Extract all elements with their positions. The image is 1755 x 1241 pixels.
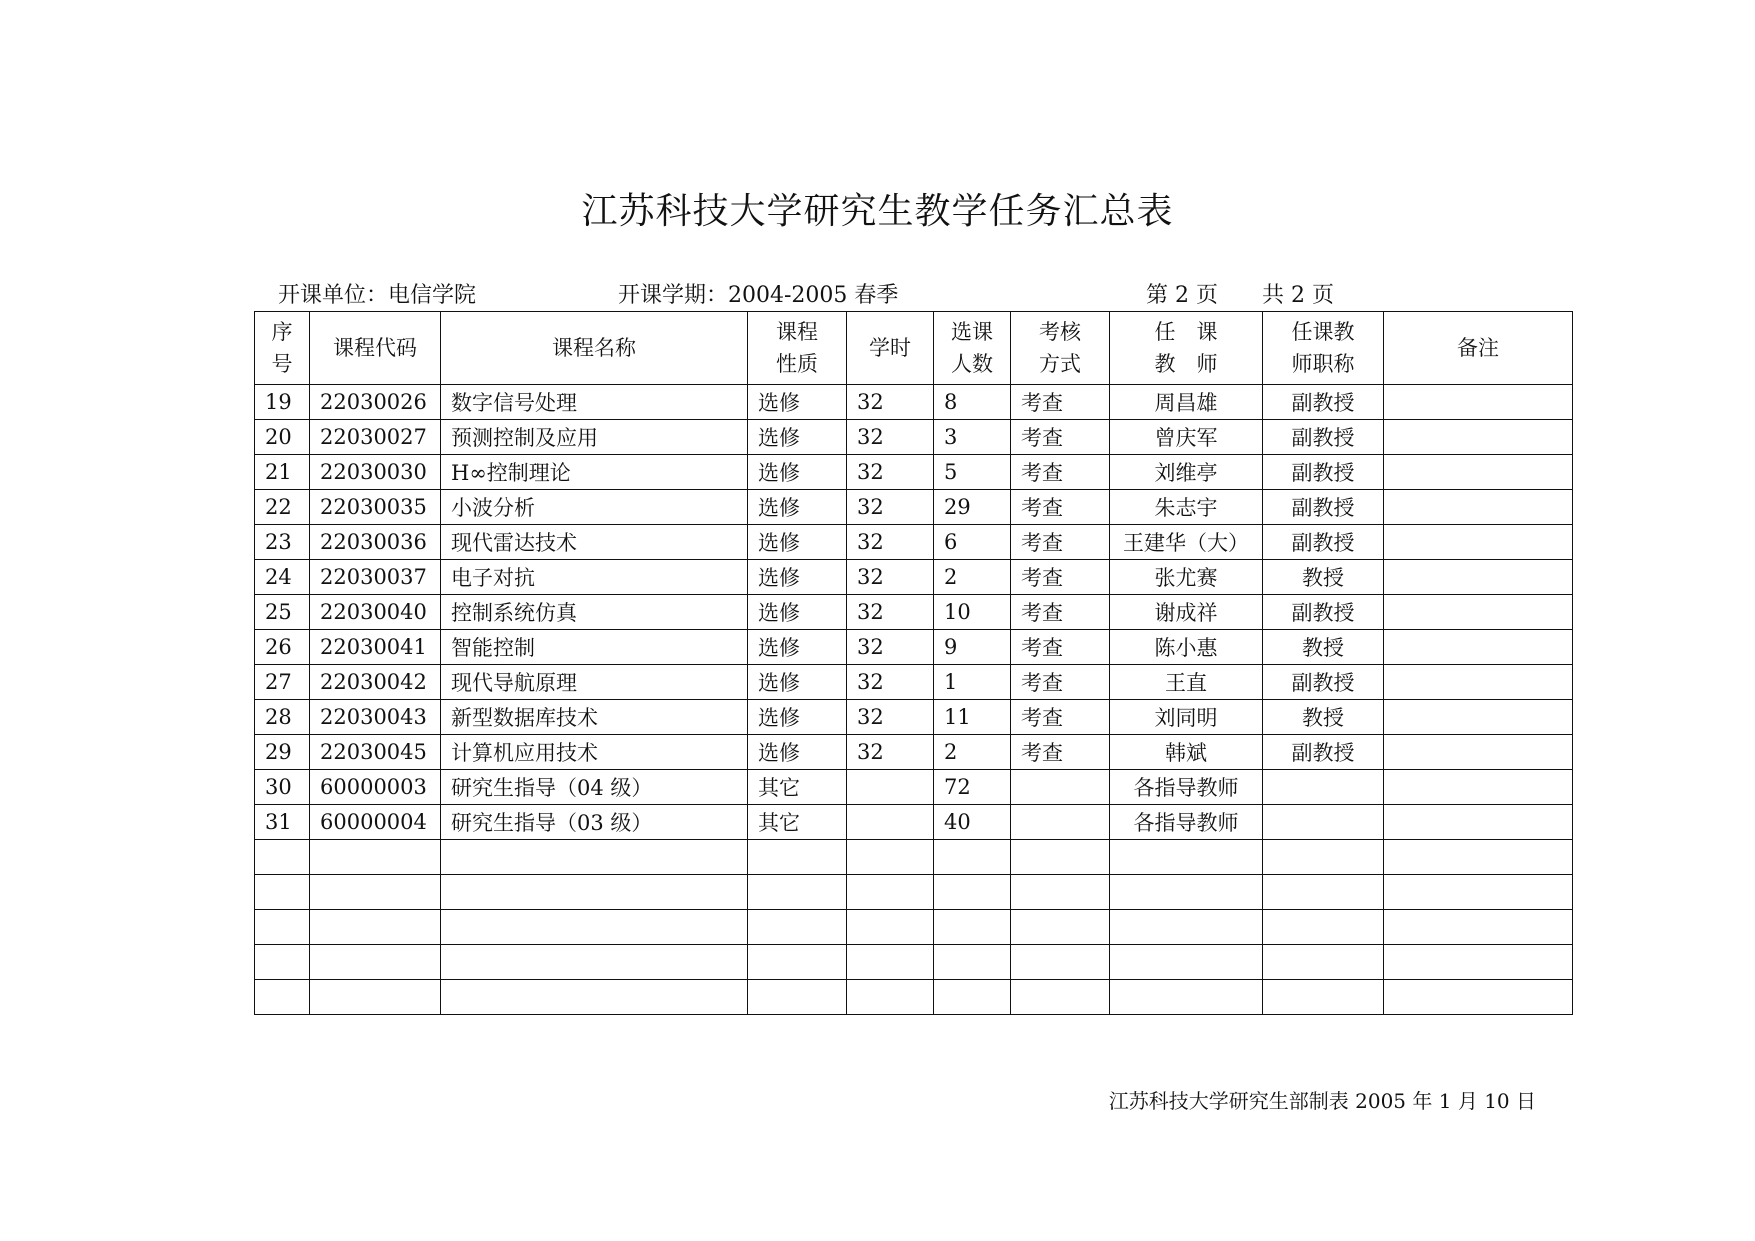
cell-course-code: 22030035 [310, 490, 441, 525]
cell-seq: 22 [255, 490, 310, 525]
header-course-name: 课程名称 [441, 312, 748, 385]
cell-teacher [1110, 840, 1263, 875]
table-row [255, 770, 1573, 805]
cell-seq: 24 [255, 560, 310, 595]
cell-exam-method: 考查 [1011, 385, 1110, 420]
cell-remark [1384, 735, 1573, 770]
cell-exam-method: 考查 [1011, 525, 1110, 560]
cell-course-nature: 选修 [748, 420, 847, 455]
cell-seq: 23 [255, 525, 310, 560]
cell-hours: 32 [847, 735, 934, 770]
cell-exam-method [1011, 945, 1110, 980]
cell-teacher: 刘维亭 [1110, 455, 1263, 490]
cell-exam-method [1011, 840, 1110, 875]
cell-remark [1384, 910, 1573, 945]
cell-course-code [310, 980, 441, 1015]
cell-course-name: 研究生指导（03 级） [441, 805, 748, 840]
cell-teacher-title [1263, 805, 1384, 840]
table-row [255, 630, 1573, 665]
cell-enrollment: 9 [934, 630, 1011, 665]
cell-enrollment: 5 [934, 455, 1011, 490]
cell-exam-method: 考查 [1011, 735, 1110, 770]
cell-remark [1384, 805, 1573, 840]
cell-exam-method [1011, 910, 1110, 945]
cell-course-name: 控制系统仿真 [441, 595, 748, 630]
cell-course-name: 研究生指导（04 级） [441, 770, 748, 805]
cell-teacher-title: 教授 [1263, 560, 1384, 595]
cell-hours: 32 [847, 700, 934, 735]
header-course-code: 课程代码 [310, 312, 441, 385]
table-row [255, 735, 1573, 770]
cell-exam-method: 考查 [1011, 455, 1110, 490]
table-row [255, 385, 1573, 420]
cell-remark [1384, 665, 1573, 700]
cell-course-code [310, 875, 441, 910]
cell-remark [1384, 840, 1573, 875]
table-row [255, 875, 1573, 910]
cell-course-nature [748, 910, 847, 945]
cell-remark [1384, 875, 1573, 910]
cell-teacher-title: 副教授 [1263, 420, 1384, 455]
cell-enrollment [934, 840, 1011, 875]
header-teacher: 任 课 教 师 [1110, 312, 1263, 385]
cell-course-name: 现代导航原理 [441, 665, 748, 700]
cell-teacher-title [1263, 840, 1384, 875]
cell-enrollment: 10 [934, 595, 1011, 630]
cell-exam-method [1011, 875, 1110, 910]
table-row [255, 945, 1573, 980]
cell-teacher: 朱志宇 [1110, 490, 1263, 525]
cell-teacher: 周昌雄 [1110, 385, 1263, 420]
cell-teacher-title: 副教授 [1263, 735, 1384, 770]
cell-remark [1384, 700, 1573, 735]
cell-exam-method: 考查 [1011, 700, 1110, 735]
cell-course-code [310, 910, 441, 945]
header-remark: 备注 [1384, 312, 1573, 385]
cell-exam-method: 考查 [1011, 630, 1110, 665]
cell-seq: 31 [255, 805, 310, 840]
document-title: 江苏科技大学研究生教学任务汇总表 [581, 191, 1174, 232]
cell-course-nature: 选修 [748, 385, 847, 420]
cell-course-name [441, 945, 748, 980]
cell-hours [847, 910, 934, 945]
cell-exam-method [1011, 980, 1110, 1015]
table-row [255, 490, 1573, 525]
header-row [255, 312, 1573, 385]
cell-remark [1384, 490, 1573, 525]
cell-exam-method: 考查 [1011, 490, 1110, 525]
cell-exam-method [1011, 770, 1110, 805]
cell-remark [1384, 770, 1573, 805]
cell-teacher: 王直 [1110, 665, 1263, 700]
cell-enrollment: 29 [934, 490, 1011, 525]
cell-enrollment: 8 [934, 385, 1011, 420]
cell-course-code [310, 840, 441, 875]
cell-hours [847, 805, 934, 840]
cell-course-name: 数字信号处理 [441, 385, 748, 420]
cell-exam-method [1011, 805, 1110, 840]
cell-course-nature: 选修 [748, 525, 847, 560]
cell-seq: 19 [255, 385, 310, 420]
cell-course-name: H∞控制理论 [441, 455, 748, 490]
page-total: 共 2 页 [1262, 283, 1334, 308]
cell-teacher-title: 副教授 [1263, 490, 1384, 525]
cell-course-nature [748, 945, 847, 980]
cell-course-name: 智能控制 [441, 630, 748, 665]
cell-course-name: 小波分析 [441, 490, 748, 525]
cell-course-nature: 选修 [748, 700, 847, 735]
cell-enrollment: 40 [934, 805, 1011, 840]
cell-remark [1384, 595, 1573, 630]
table-row [255, 700, 1573, 735]
cell-hours [847, 980, 934, 1015]
header-teacher-title: 任课教 师职称 [1263, 312, 1384, 385]
cell-course-name: 电子对抗 [441, 560, 748, 595]
cell-seq: 28 [255, 700, 310, 735]
cell-enrollment: 11 [934, 700, 1011, 735]
cell-course-nature: 其它 [748, 805, 847, 840]
cell-teacher [1110, 910, 1263, 945]
cell-enrollment: 6 [934, 525, 1011, 560]
cell-seq [255, 840, 310, 875]
cell-seq: 27 [255, 665, 310, 700]
cell-course-nature [748, 840, 847, 875]
cell-course-nature: 选修 [748, 490, 847, 525]
cell-teacher: 韩斌 [1110, 735, 1263, 770]
cell-remark [1384, 560, 1573, 595]
cell-teacher-title [1263, 875, 1384, 910]
cell-course-code: 60000003 [310, 770, 441, 805]
cell-hours [847, 770, 934, 805]
cell-remark [1384, 945, 1573, 980]
cell-seq: 25 [255, 595, 310, 630]
cell-hours [847, 875, 934, 910]
cell-seq [255, 945, 310, 980]
cell-teacher [1110, 875, 1263, 910]
cell-seq: 21 [255, 455, 310, 490]
course-term: 开课学期：2004-2005 春季 [618, 283, 899, 308]
table-row [255, 560, 1573, 595]
cell-teacher: 各指导教师 [1110, 805, 1263, 840]
cell-teacher [1110, 945, 1263, 980]
cell-course-code: 22030026 [310, 385, 441, 420]
cell-teacher-title [1263, 770, 1384, 805]
cell-hours: 32 [847, 385, 934, 420]
cell-seq: 30 [255, 770, 310, 805]
header-exam-method: 考核 方式 [1011, 312, 1110, 385]
header-enrollment: 选课 人数 [934, 312, 1011, 385]
table-row [255, 420, 1573, 455]
cell-hours: 32 [847, 490, 934, 525]
table-row [255, 840, 1573, 875]
cell-course-code: 22030042 [310, 665, 441, 700]
cell-enrollment: 3 [934, 420, 1011, 455]
footer-note: 江苏科技大学研究生部制表 2005 年 1 月 10 日 [1108, 1089, 1536, 1113]
cell-enrollment: 1 [934, 665, 1011, 700]
table-row [255, 595, 1573, 630]
cell-course-name: 现代雷达技术 [441, 525, 748, 560]
cell-hours: 32 [847, 420, 934, 455]
cell-exam-method: 考查 [1011, 665, 1110, 700]
cell-course-code: 22030030 [310, 455, 441, 490]
cell-course-nature: 其它 [748, 770, 847, 805]
header-seq: 序 号 [255, 312, 310, 385]
cell-hours: 32 [847, 665, 934, 700]
cell-teacher-title: 副教授 [1263, 595, 1384, 630]
cell-teacher-title [1263, 980, 1384, 1015]
cell-remark [1384, 525, 1573, 560]
cell-course-nature [748, 980, 847, 1015]
cell-hours: 32 [847, 455, 934, 490]
cell-teacher: 各指导教师 [1110, 770, 1263, 805]
cell-hours: 32 [847, 525, 934, 560]
cell-teacher-title: 教授 [1263, 630, 1384, 665]
cell-course-name [441, 980, 748, 1015]
cell-enrollment: 2 [934, 560, 1011, 595]
cell-enrollment [934, 945, 1011, 980]
cell-hours: 32 [847, 560, 934, 595]
cell-course-name: 计算机应用技术 [441, 735, 748, 770]
table-row [255, 910, 1573, 945]
cell-enrollment [934, 875, 1011, 910]
cell-course-nature: 选修 [748, 665, 847, 700]
table-row [255, 805, 1573, 840]
page-number: 第 2 页 [1146, 283, 1218, 308]
cell-teacher-title: 副教授 [1263, 665, 1384, 700]
cell-remark [1384, 980, 1573, 1015]
cell-course-code: 60000004 [310, 805, 441, 840]
cell-hours [847, 840, 934, 875]
cell-hours: 32 [847, 595, 934, 630]
cell-course-code: 22030045 [310, 735, 441, 770]
cell-teacher: 张尤赛 [1110, 560, 1263, 595]
teaching-task-table [254, 311, 1573, 1015]
cell-exam-method: 考查 [1011, 595, 1110, 630]
cell-teacher: 刘同明 [1110, 700, 1263, 735]
cell-exam-method: 考查 [1011, 420, 1110, 455]
course-unit: 开课单位：电信学院 [278, 283, 477, 308]
cell-enrollment: 72 [934, 770, 1011, 805]
cell-remark [1384, 455, 1573, 490]
cell-teacher: 陈小惠 [1110, 630, 1263, 665]
cell-teacher: 曾庆军 [1110, 420, 1263, 455]
cell-course-name: 新型数据库技术 [441, 700, 748, 735]
cell-enrollment [934, 980, 1011, 1015]
cell-seq: 29 [255, 735, 310, 770]
cell-seq: 20 [255, 420, 310, 455]
cell-course-code: 22030037 [310, 560, 441, 595]
table-row [255, 455, 1573, 490]
cell-course-code: 22030041 [310, 630, 441, 665]
cell-seq [255, 980, 310, 1015]
cell-course-code: 22030036 [310, 525, 441, 560]
cell-course-nature: 选修 [748, 560, 847, 595]
header-course-nature: 课程 性质 [748, 312, 847, 385]
cell-course-nature: 选修 [748, 455, 847, 490]
cell-course-name [441, 910, 748, 945]
cell-teacher-title: 副教授 [1263, 455, 1384, 490]
cell-course-code [310, 945, 441, 980]
cell-teacher-title: 教授 [1263, 700, 1384, 735]
cell-course-nature [748, 875, 847, 910]
cell-course-nature: 选修 [748, 630, 847, 665]
cell-seq [255, 875, 310, 910]
table-row [255, 525, 1573, 560]
cell-teacher: 谢成祥 [1110, 595, 1263, 630]
cell-remark [1384, 630, 1573, 665]
cell-hours: 32 [847, 630, 934, 665]
table-row [255, 980, 1573, 1015]
cell-course-nature: 选修 [748, 595, 847, 630]
cell-remark [1384, 420, 1573, 455]
cell-enrollment [934, 910, 1011, 945]
cell-seq: 26 [255, 630, 310, 665]
cell-course-code: 22030027 [310, 420, 441, 455]
cell-teacher-title: 副教授 [1263, 385, 1384, 420]
cell-course-nature: 选修 [748, 735, 847, 770]
cell-course-code: 22030043 [310, 700, 441, 735]
cell-course-name [441, 875, 748, 910]
table-row [255, 665, 1573, 700]
cell-course-name: 预测控制及应用 [441, 420, 748, 455]
cell-course-code: 22030040 [310, 595, 441, 630]
cell-enrollment: 2 [934, 735, 1011, 770]
cell-course-name [441, 840, 748, 875]
cell-remark [1384, 385, 1573, 420]
header-hours: 学时 [847, 312, 934, 385]
cell-teacher-title [1263, 945, 1384, 980]
cell-hours [847, 945, 934, 980]
cell-teacher: 王建华（大） [1110, 525, 1263, 560]
cell-teacher-title [1263, 910, 1384, 945]
cell-teacher-title: 副教授 [1263, 525, 1384, 560]
cell-teacher [1110, 980, 1263, 1015]
cell-seq [255, 910, 310, 945]
cell-exam-method: 考查 [1011, 560, 1110, 595]
